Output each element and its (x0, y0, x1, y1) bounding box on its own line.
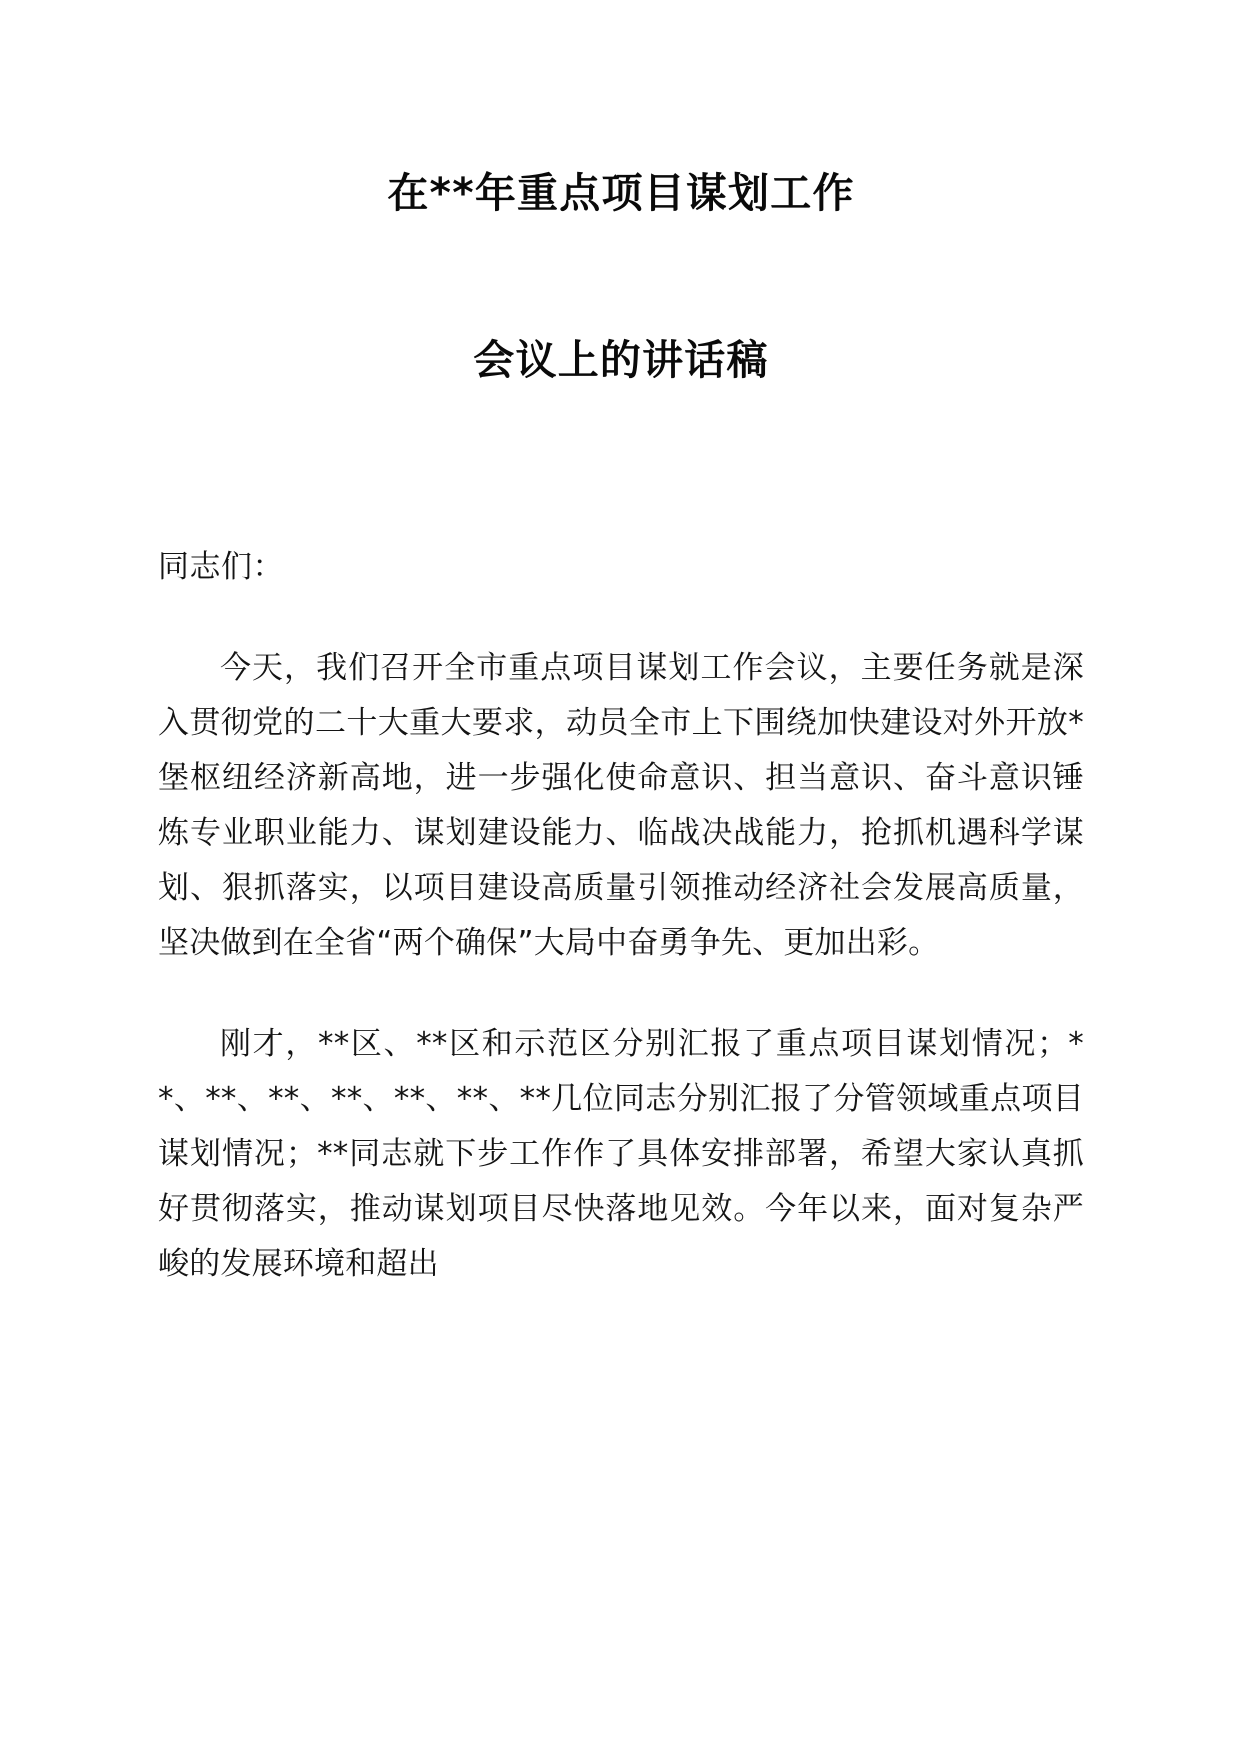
document-title-block (158, 0, 1084, 387)
document-title-line-1: 在**年重点项目谋划工作 (387, 169, 855, 217)
body-paragraph-1: 今天，我们召开全市重点项目谋划工作会议，主要任务就是深入贯彻党的二十大重大要求，动员全市上下围绕加快建设对外开放*堡枢纽经济新高地，进一步强化使命意识、担当意识、奋斗意识锤炼专业职业能力、谋划建设能力、临战决战能力，抢抓机遇科学谋划、狠抓落实，以项目建设高质量引领推动经济社会发展高质量，坚决做到在全省“两个确保”大局中奋勇争先、更加出彩。 (158, 650, 1084, 962)
document-content (158, 0, 1084, 1292)
salutation: 同志们： (158, 548, 284, 585)
body-paragraph-2: 刚才，**区、**区和示范区分别汇报了重点项目谋划情况；**、**、**、**、**、**、**几位同志分别汇报了分管领域重点项目谋划情况；**同志就下步工作作了具体安排部署，希望大家认真抓好贯彻落实，推动谋划项目尽快落地见效。今年以来，面对复杂严峻的发展环境和超出 (158, 1026, 1084, 1283)
document-title-line-2: 会议上的讲话稿 (473, 336, 769, 385)
